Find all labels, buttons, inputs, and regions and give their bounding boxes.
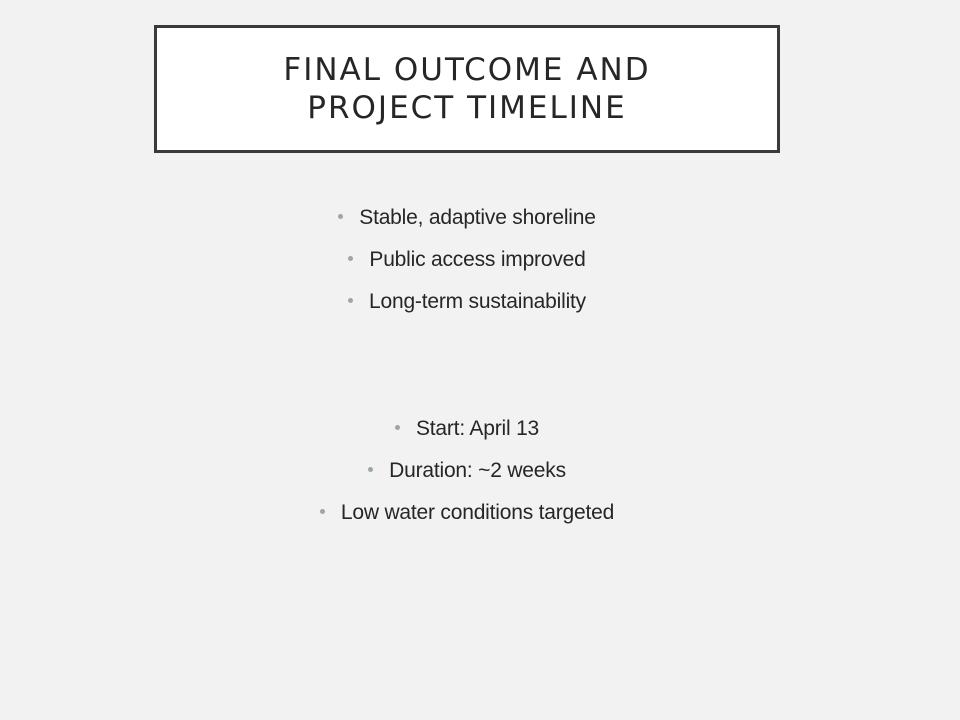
- bullet-text: Public access improved: [369, 248, 586, 271]
- bullet-text: Long-term sustainability: [369, 290, 586, 313]
- slide-title-line-2: PROJECT TIMELINE: [307, 90, 627, 126]
- list-item: [0, 408, 960, 450]
- bullet-dot-icon: [395, 425, 400, 430]
- bullet-dot-icon: [348, 298, 353, 303]
- bullet-dot-icon: [348, 256, 353, 261]
- bullet-dot-icon: [320, 509, 325, 514]
- bullet-text: Duration: ~2 weeks: [389, 459, 566, 482]
- list-item: [0, 450, 960, 492]
- list-item: [0, 281, 960, 323]
- slide-title: [207, 51, 727, 127]
- timeline-bullet-list: [0, 408, 960, 534]
- outcome-bullet-list: [0, 197, 960, 323]
- bullet-dot-icon: [338, 214, 343, 219]
- bullet-text: Low water conditions targeted: [340, 501, 615, 524]
- list-item: [0, 492, 960, 534]
- list-item: [0, 197, 960, 239]
- list-item: [0, 239, 960, 281]
- bullet-text: Stable, adaptive shoreline: [359, 206, 596, 229]
- bullet-dot-icon: [368, 467, 373, 472]
- bullet-text: Start: April 13: [415, 417, 540, 440]
- title-box: [154, 25, 780, 153]
- slide-title-line-1: FINAL OUTCOME AND: [283, 52, 651, 88]
